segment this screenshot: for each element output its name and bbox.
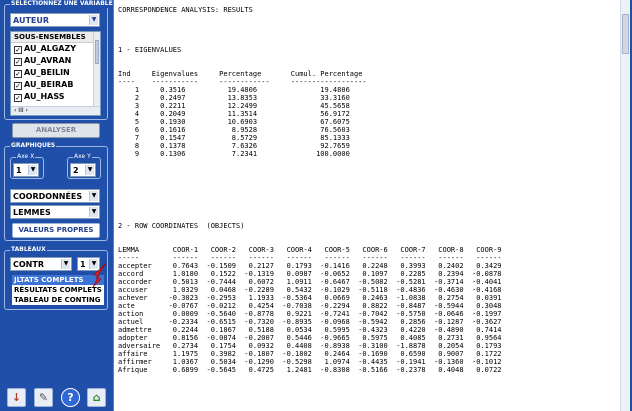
- sidebar: [0, 0, 112, 411]
- chevron-down-icon[interactable]: ▼: [85, 165, 94, 175]
- axe-y-value: 2: [73, 166, 79, 175]
- eigen-table-header: Ind Eigenvalues Percentage Cumul. Percentage: [118, 70, 363, 78]
- chevron-down-icon[interactable]: ▼: [89, 207, 98, 217]
- axe-x-label: Axe X: [17, 153, 35, 160]
- home-glyph: ⌂: [92, 391, 101, 404]
- option-tableau-contingence[interactable]: [12, 295, 104, 305]
- row-table-row: adversaire 0.2734 0.1754 0.0932 0.4408 -0.8938 -0.3100 -1.8878 0.2054 0.1793: [118, 342, 502, 350]
- row-table-row: accepter 0.7643 -0.1509 0.2127 0.1793 -0.1416 0.2248 0.3993 0.2402 0.3429: [118, 262, 502, 270]
- coordinates-select[interactable]: [10, 189, 100, 203]
- checkbox-checked-icon[interactable]: ✓: [15, 58, 21, 66]
- export-glyph: ↓: [11, 391, 22, 404]
- blank-line: [118, 158, 630, 166]
- option-label: RÉSULTATS COMPLETS: [14, 286, 102, 294]
- eigen-table-row: 8 0.1378 7.6326 92.7659: [118, 142, 350, 150]
- coordinates-value: COORDONNÉES: [13, 192, 83, 201]
- valeurs-propres-button[interactable]: [12, 223, 100, 238]
- list-horizontal-scrollbar[interactable]: [11, 106, 101, 115]
- row-table-rule: ----- ------ ------ ------ ------ ------ ------ ------ ------ ------: [118, 254, 502, 262]
- eigen-table-row: 4 0.2049 11.3514 56.9172: [118, 110, 350, 118]
- list-item-label: AU_HASS: [24, 92, 65, 101]
- tableau-type-value: CONTR: [13, 260, 44, 269]
- checkbox-checked-icon[interactable]: ✓: [15, 82, 21, 90]
- results-vertical-scrollbar[interactable]: [620, 0, 630, 411]
- list-item-label: AU_BEIRAB: [24, 80, 74, 89]
- list-item-label: AU_AVRAN: [24, 56, 72, 65]
- subsets-list[interactable]: [10, 31, 101, 116]
- analyser-button[interactable]: [12, 123, 100, 138]
- row-table-row: accord 1.0180 0.1522 -0.1319 0.0987 -0.0652 0.1097 0.2285 0.2394 -0.0878: [118, 270, 502, 278]
- blank-line: [118, 174, 630, 182]
- pointer-arrow-icon: [90, 262, 108, 288]
- row-table-row: Afrique 0.6899 -0.5645 0.4725 1.2481 -0.8308 -0.5166 -0.2378 0.4048 0.0722: [118, 366, 502, 374]
- row-table-row: achever -0.3023 -0.2953 1.1933 -0.5364 0.0669 0.2463 -1.0838 0.2754 0.0391: [118, 294, 502, 302]
- row-table-row: accuser 1.0329 0.0468 -0.2289 0.5432 -0.1029 -0.5118 -0.4836 -0.4630 -0.4168: [118, 286, 502, 294]
- chevron-down-icon[interactable]: ▼: [89, 15, 98, 25]
- export-icon[interactable]: [7, 388, 26, 407]
- variable-select-value: AUTEUR: [13, 16, 50, 25]
- blank-line: [118, 190, 630, 198]
- blank-line: [118, 62, 630, 70]
- variable-group-title: SÉLECTIONNEZ UNE VARIABLE: [11, 0, 113, 7]
- tableaux-title: TABLEAUX: [11, 246, 46, 253]
- axe-y-select[interactable]: [70, 163, 96, 177]
- help-icon[interactable]: [61, 388, 80, 407]
- broom-glyph: ✎: [38, 391, 49, 404]
- option-label: JLTATS COMPLETS: [14, 276, 84, 284]
- scroll-thumb[interactable]: [95, 40, 99, 64]
- list-item-label: AU_ALGAZY: [24, 44, 77, 53]
- chevron-down-icon[interactable]: ▼: [61, 259, 70, 269]
- blank-line: [118, 198, 630, 206]
- chevron-down-icon[interactable]: ▼: [89, 259, 98, 269]
- results-panel: [113, 0, 630, 411]
- eigen-table-row: 7 0.1547 8.5729 85.1333: [118, 134, 350, 142]
- axe-x-select[interactable]: [13, 163, 39, 177]
- option-label: TABLEAU DE CONTING: [14, 296, 101, 304]
- list-header: SOUS-ENSEMBLES: [11, 32, 94, 43]
- broom-icon[interactable]: [34, 388, 53, 407]
- row-table-header: LEMMA COOR-1 COOR-2 COOR-3 COOR-4 COOR-5 COOR-6 COOR-7 COOR-8 COOR-9: [118, 246, 502, 254]
- list-item[interactable]: [11, 55, 94, 67]
- list-vertical-scrollbar[interactable]: [93, 32, 100, 107]
- analyser-label: ANALYSER: [35, 126, 77, 134]
- eigen-table-rule: ---- ----------- ------------ ------------------: [118, 78, 367, 86]
- eigen-table-row: 5 0.1930 10.6903 67.6075: [118, 118, 350, 126]
- blank-line: [118, 214, 630, 222]
- home-icon[interactable]: [87, 388, 106, 407]
- axe-x-value: 1: [16, 166, 22, 175]
- tableau-type-select[interactable]: [10, 257, 72, 271]
- blank-line: [118, 206, 630, 214]
- list-item[interactable]: [11, 43, 94, 55]
- list-item[interactable]: [11, 67, 94, 79]
- eigen-table-row: 6 0.1616 8.9528 76.5603: [118, 126, 350, 134]
- blank-line: [118, 14, 630, 22]
- chevron-down-icon[interactable]: ▼: [28, 165, 37, 175]
- tableau-number-value: 1: [80, 260, 86, 269]
- results-text: [114, 0, 630, 374]
- chevron-down-icon[interactable]: ▼: [89, 191, 98, 201]
- eigen-table-row: 9 0.1306 7.2341 100.0000: [118, 150, 350, 158]
- blank-line: [118, 22, 630, 30]
- eigen-table-row: 1 0.3516 19.4806 19.4806: [118, 86, 350, 94]
- help-glyph: ?: [67, 391, 74, 404]
- checkbox-checked-icon[interactable]: ✓: [15, 70, 21, 78]
- report-title: CORRESPONDENCE ANALYSIS: RESULTS: [118, 6, 253, 14]
- row-table-row: admettre 0.2244 0.1867 0.5188 0.0534 0.5995 -0.4323 0.4220 -0.4890 0.7414: [118, 326, 502, 334]
- checkbox-checked-icon[interactable]: ✓: [15, 46, 21, 54]
- checkbox-checked-icon[interactable]: ✓: [15, 94, 21, 102]
- row-table-row: affaire 1.1975 0.3982 -0.1807 -0.1802 0.2464 -0.1690 0.6590 0.9007 0.1722: [118, 350, 502, 358]
- row-table-row: action 0.0009 -0.5640 -0.8778 0.9221 -0.7241 -0.7042 -0.5750 -0.0646 -0.1997: [118, 310, 502, 318]
- row-table-row: acte -0.0767 -0.0212 0.4254 -0.7038 -0.2294 0.8822 -0.8487 -0.5944 0.3048: [118, 302, 502, 310]
- lemmes-select[interactable]: [10, 205, 100, 219]
- blank-line: [118, 38, 630, 46]
- blank-line: [118, 182, 630, 190]
- graphiques-title: GRAPHIQUES: [11, 142, 56, 149]
- axe-y-label: Axe Y: [74, 153, 91, 160]
- row-table-row: accorder 0.5013 -0.7444 0.6072 1.0911 -0.6467 -0.5082 -0.5281 -0.3714 -0.4041: [118, 278, 502, 286]
- eigen-heading: 1 - EIGENVALUES: [118, 46, 182, 54]
- lemmes-value: LEMMES: [13, 208, 51, 217]
- blank-line: [118, 166, 630, 174]
- scroll-thumb[interactable]: [622, 14, 629, 54]
- row-table-row: adopter 0.8156 -0.0874 -0.2007 0.5446 -0.9665 0.5975 0.4085 0.2731 0.9564: [118, 334, 502, 342]
- list-item[interactable]: [11, 79, 94, 91]
- variable-select[interactable]: [10, 13, 100, 27]
- list-item-label: AU_BEILIN: [24, 68, 70, 77]
- eigen-table-row: 2 0.2497 13.8353 33.3160: [118, 94, 350, 102]
- blank-line: [118, 54, 630, 62]
- valeurs-propres-label: VALEURS PROPRES: [18, 226, 94, 234]
- blank-line: [118, 238, 630, 246]
- blank-line: [118, 30, 630, 38]
- blank-line: [118, 230, 630, 238]
- list-item[interactable]: [11, 91, 94, 103]
- row-table-row: actuel -0.2334 -0.6515 -0.7320 -0.8935 -0.0968 -0.5942 0.2856 -0.1287 -0.3627: [118, 318, 502, 326]
- row-table-row: affirmer 1.0367 0.5034 -0.1290 -0.5298 1.0974 -0.4435 -0.1941 -0.1360 -0.1012: [118, 358, 502, 366]
- eigen-table-row: 3 0.2211 12.2499 45.5658: [118, 102, 350, 110]
- row-coordinates-heading: 2 - ROW COORDINATES (OBJECTS): [118, 222, 245, 230]
- hscroll-arrows: ‹ III ›: [14, 107, 28, 114]
